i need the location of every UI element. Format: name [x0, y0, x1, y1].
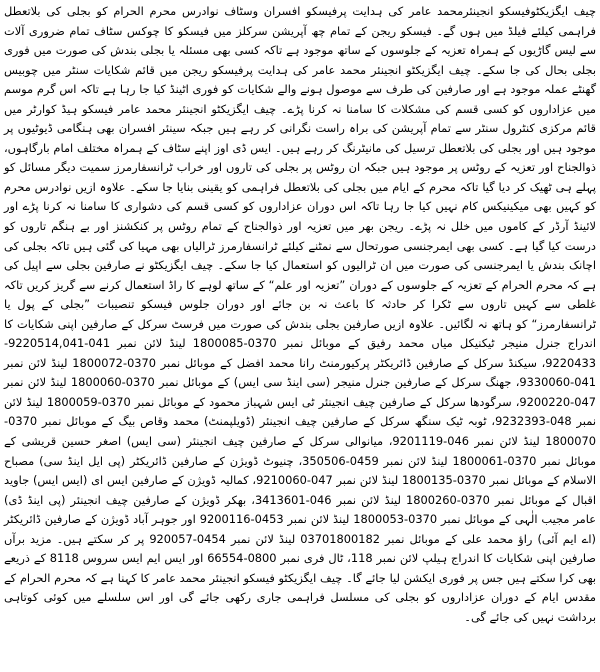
- article-body-text: چیف ایگزیکٹوفیسکو انجینئرمحمد عامر کی ہدایت پرفیسکو افسران وسٹاف نوادرس محرم الحرام کو بجلی کی بلاتعطل فراہمی کیلئے فیلڈ میں ہوں گے۔ فیسکو ریجن کے تمام چھ آپریشن سرکلز میں فیسکو کا چوکس سٹاف تمام ضروری آلات سے لیس گاڑیوں کے ہمراہ تعزیہ کے جلوسوں کے ساتھ موجود ہے تاکہ کسی بھی مسئلہ یا بجلی بندش کی صورت میں فوری بجلی بحال کی جا سکے۔ چیف ایگزیکٹو انجینئر محمد عامر کی ہدایت پرفیسکو ریجن میں قائم شکایات سنٹر میں چوبیس گھنٹے عملہ موجود ہے اور صارفین کی طرف سے موصول ہونے والے شکایات کو فوری اٹینڈ کیا جا رہا ہے تاکہ اس گرم موسم میں عزاداروں کو کسی قسم کی مشکلات کا سامنا نہ کرنا پڑے۔ چیف ایگزیکٹو انجینئر محمد عامر فیسکو ہیڈ کوارٹر میں قائم مرکزی کنٹرول سنٹر سے تمام آپریشن کی براہ راست نگرانی کر رہے ہیں جبکہ سینئر افسران بھی ہنگامی ڈیوٹیوں پر موجود ہیں اور بجلی کی بلاتعطل ترسیل کی مانیٹرنگ کر رہے ہیں۔ ایس ڈی اوز اپنے سٹاف کے ہمراہ مختلف امام بارگاہوں، ذوالجناح اور تعزیہ کے روٹس پر موجود ہیں جبکہ ان روٹس پر بجلی کی تاروں اور خراب ٹرانسفارمرز سمیت دیگر مسائل کو پہلے ہی ٹھیک کر دیا گیا تاکہ محرم کے ایام میں بجلی کی بلاتعطل فراہمی کو یقینی بنایا جا سکے۔ علاوہ ازیں نوادرس محرم کو کہیں بھی میکینیکس کام نہیں کیا جا رہا تاکہ اس دوران عزاداروں کو کسی قسم کی دشواری کا سامنا نہ کرنا پڑے اور لائینڈ آرڈر کے کاموں میں خلل نہ پڑے۔ ریجن بھر میں تعزیہ اور ذوالجناح کے تمام روٹس پر کنکشنز اور بے ہنگم تاروں کو درست کیا گیا ہے۔ کسی بھی ایمرجنسی صورتحال سے نمٹنے کیلئے ٹرانسفارمرز ٹرالیاں بھی مہیا کی گئی ہیں تاکہ بجلی کی اچانک بندش یا ایمرجنسی کی صورت میں ان ٹرالیوں کو استعمال کیا جا سکے۔ چیف ایگزیکٹو نے صارفین بجلی سے اپیل کی ہے کہ محرم الحرام کے تعزیہ کے جلوسوں کے دوران ”تعزیہ اور علم“ کے ساتھ لوہے کا راڈ استعمال کرنے سے گریز کریں تاکہ غلطی سے کہیں تاروں سے ٹکرا کر حادثہ کا باعث نہ بن جائے اور دوران جلوس فیسکو تنصیبات ”بجلی کے پول یا ٹرانسفارمرز“ کو ہاتھ نہ لگائیں۔ علاوہ ازیں صارفین بجلی بندش کی صورت میں فرسٹ سرکل کے صارفین اپنی شکایات کا اندراج جنرل منیجر ٹیکنیکل میاں محمد رفیق کے موبائل نمبر 0370-1800085 لینڈ لائن نمبر 041-9220514,041-9220433، سیکنڈ سرکل کے صارفین ڈائریکٹر پرکیورمنٹ رانا محمد افضل کے موبائل نمبر 0370-1800072 لینڈ لائن نمبر 041-9330060، جھنگ سرکل کے صارفین جنرل منیجر (سی اینڈ سی ایس) کے موبائل نمبر 0370-1800060 لینڈ لائن نمبر 047-9200220، سرگودھا سرکل کے صارفین چیف انجینئر ٹی ایس شہباز محمود کے موبائل نمبر 0370-1800059 لینڈ لائن نمبر 048-9232393، ٹوبہ ٹیک سنگھ سرکل کے صارفین چیف انجینئر (ڈویلپمنٹ) محمد وقاص بیگ کے موبائل نمبر 0370-1800070 لینڈ لائن نمبر 046-9201119، میانوالی سرکل کے صارفین چیف انجینئر (سی ایس) اصغر حسین قریشی کے موبائل نمبر 0370-1800061 لینڈ لائن نمبر 0459-350506، چنیوٹ ڈویژن کے صارفین ڈائریکٹر (پی ایل اینڈ سی) مصباح الاسلام کے موبائل نمبر 0370-1800135 لینڈ لائن نمبر 047-9210060، کمالیہ ڈویژن کے صارفین ایس ای (ایس ایس) جاوید اقبال کے موبائل نمبر 0370-1800260 لینڈ لائن نمبر 046-3413601، بھکر ڈویژن کے صارفین چیف انجینئر (پی اینڈ ڈی) عامر مجیب الٰہی کے موبائل نمبر 0370-1800053 لینڈ لائن نمبر 0453-9200116 اور جوہر آباد ڈویژن کے صارفین ڈائریکٹر (اے ایم آئی) راؤ محمد علی کے موبائل نمبر 03701800182 لینڈ لائن نمبر 0454-920057 پر کر سکتے ہیں۔ مزید برآں صارفین اپنی شکایات کا اندراج ہیلپ لائن نمبر 118، ٹال فری نمبر 0800-66554 اور ایس ایم ایس سروس 8118 کے ذریعے بھی کرا سکتے ہیں جس پر فوری ایکشن لیا جائے گا۔ چیف ایگزیکٹو فیسکو انجینئر محمد عامر کا کہنا ہے کہ محرم الحرام کے مقدس ایام کے دوران عزاداروں کو بجلی کی مسلسل فراہمی جاری رکھی جائے گی اور اس سلسلے میں کوئی کوتاہی برداشت نہیں کی جائے گی۔: [4, 4, 597, 624]
